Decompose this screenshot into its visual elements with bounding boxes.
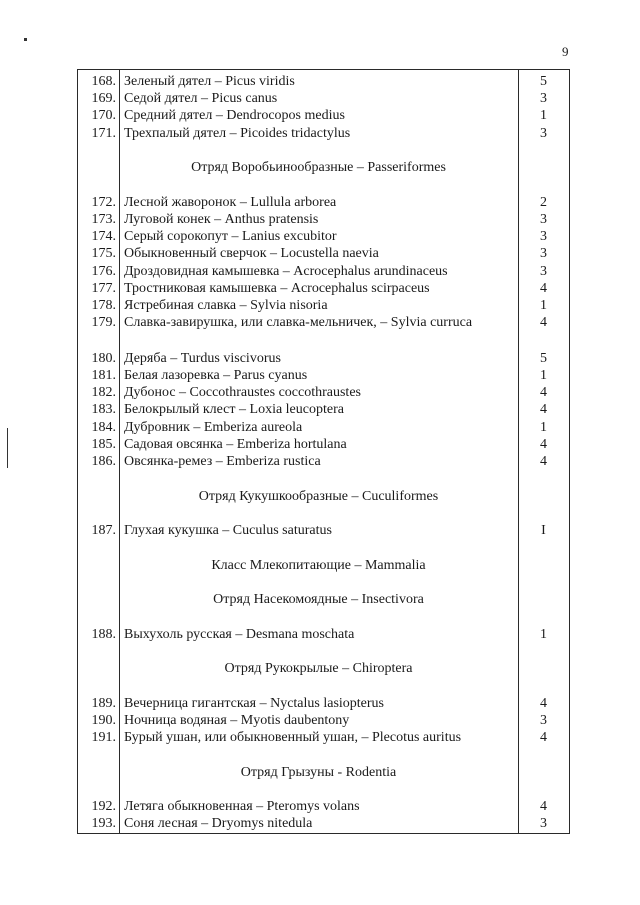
species-name: Тростниковая камышевка – Acrocephalus scirpaceus	[124, 281, 430, 296]
page-number: 9	[562, 44, 569, 59]
species-number: 176.	[91, 264, 116, 279]
protection-category: 1	[540, 627, 547, 642]
species-number: 186.	[91, 454, 116, 469]
species-number: 179.	[91, 315, 116, 330]
protection-category: 5	[540, 351, 547, 366]
species-name: Вечерница гигантская – Nyctalus lasiopterus	[124, 696, 384, 711]
species-number: 188.	[91, 627, 116, 642]
section-heading: Класс Млекопитающие – Mammalia	[211, 558, 426, 573]
species-name: Белая лазоревка – Parus cyanus	[124, 368, 308, 383]
species-number: 178.	[91, 298, 116, 313]
section-heading: Отряд Рукокрылые – Chiroptera	[224, 661, 413, 676]
species-name: Обыкновенный сверчок – Locustella naevia	[124, 246, 379, 261]
species-number: 173.	[91, 212, 116, 227]
protection-category: 3	[540, 264, 547, 279]
protection-category: 1	[540, 298, 547, 313]
species-name: Зеленый дятел – Picus viridis	[124, 74, 295, 89]
protection-category: 3	[540, 246, 547, 261]
protection-category: 4	[540, 799, 547, 814]
protection-category: 4	[540, 696, 547, 711]
species-number: 182.	[91, 385, 116, 400]
species-number: 172.	[91, 195, 116, 210]
species-number: 192.	[91, 799, 116, 814]
species-name: Дубонос – Coccothraustes coccothraustes	[124, 385, 361, 400]
species-number: 175.	[91, 246, 116, 261]
species-number: 191.	[91, 730, 116, 745]
species-name: Летяга обыкновенная – Pteromys volans	[124, 799, 360, 814]
species-name: Садовая овсянка – Emberiza hortulana	[124, 437, 347, 452]
species-number: 183.	[91, 402, 116, 417]
section-heading: Отряд Кукушкообразные – Cuculiformes	[198, 489, 439, 504]
species-number: 170.	[91, 108, 116, 123]
species-name: Трехпалый дятел – Picoides tridactylus	[124, 126, 351, 141]
protection-category: 4	[540, 385, 547, 400]
species-name: Деряба – Turdus viscivorus	[124, 351, 281, 366]
species-number: 177.	[91, 281, 116, 296]
species-number: 181.	[91, 368, 116, 383]
species-name: Дубровник – Emberiza aureola	[124, 420, 303, 435]
species-name: Глухая кукушка – Cuculus saturatus	[124, 523, 332, 538]
protection-category: 3	[540, 229, 547, 244]
species-name: Седой дятел – Picus canus	[124, 91, 278, 106]
species-name: Выхухоль русская – Desmana moschata	[124, 627, 355, 642]
scan-margin-line	[7, 428, 8, 468]
protection-category: 4	[540, 281, 547, 296]
species-table	[77, 69, 570, 834]
protection-category: 5	[540, 74, 547, 89]
species-number: 180.	[91, 351, 116, 366]
protection-category: 4	[540, 437, 547, 452]
scan-speck	[24, 38, 27, 41]
species-number: 174.	[91, 229, 116, 244]
species-number: 168.	[91, 74, 116, 89]
protection-category: 1	[540, 108, 547, 123]
protection-category: I	[541, 523, 546, 538]
protection-category: 3	[540, 816, 547, 831]
species-name: Бурый ушан, или обыкновенный ушан, – Plecotus auritus	[124, 730, 462, 745]
species-number: 184.	[91, 420, 116, 435]
protection-category: 3	[540, 91, 547, 106]
protection-category: 4	[540, 402, 547, 417]
species-name: Ястребиная славка – Sylvia nisoria	[124, 298, 328, 313]
protection-category: 2	[540, 195, 547, 210]
protection-category: 4	[540, 454, 547, 469]
species-name: Луговой конек – Anthus pratensis	[124, 212, 319, 227]
species-number: 189.	[91, 696, 116, 711]
species-name: Лесной жаворонок – Lullula arborea	[124, 195, 337, 210]
species-number: 171.	[91, 126, 116, 141]
protection-category: 4	[540, 730, 547, 745]
protection-category: 1	[540, 420, 547, 435]
species-name: Серый сорокопут – Lanius excubitor	[124, 229, 337, 244]
species-number: 185.	[91, 437, 116, 452]
protection-category: 3	[540, 126, 547, 141]
species-name: Овсянка-ремез – Emberiza rustica	[124, 454, 321, 469]
section-heading: Отряд Воробьинообразные – Passeriformes	[191, 160, 446, 175]
species-number: 190.	[91, 713, 116, 728]
section-heading: Отряд Насекомоядные – Insectivora	[213, 592, 424, 607]
protection-category: 4	[540, 315, 547, 330]
species-name: Славка-завирушка, или славка-мельничек, – Sylvia curruca	[124, 315, 473, 330]
species-number: 187.	[91, 523, 116, 538]
species-number: 193.	[91, 816, 116, 831]
species-name: Дроздовидная камышевка – Acrocephalus arundinaceus	[124, 264, 448, 279]
species-name: Белокрылый клест – Loxia leucoptera	[124, 402, 344, 417]
column-divider-number	[119, 70, 120, 833]
protection-category: 3	[540, 212, 547, 227]
species-number: 169.	[91, 91, 116, 106]
protection-category: 3	[540, 713, 547, 728]
section-heading: Отряд Грызуны - Rodentia	[240, 765, 397, 780]
protection-category: 1	[540, 368, 547, 383]
species-name: Ночница водяная – Myotis daubentony	[124, 713, 350, 728]
species-name: Соня лесная – Dryomys nitedula	[124, 816, 313, 831]
species-name: Средний дятел – Dendrocopos medius	[124, 108, 345, 123]
